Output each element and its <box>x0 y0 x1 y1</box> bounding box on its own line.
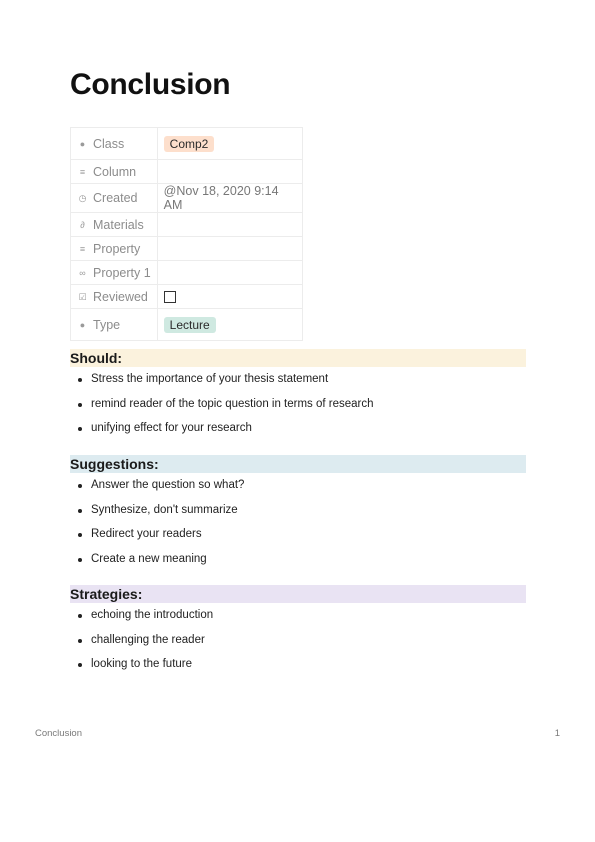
link-icon: ∞ <box>79 267 86 278</box>
property-row-class <box>71 128 303 160</box>
list-item: Stress the importance of your thesis statement <box>70 367 526 392</box>
paperclip-icon: ∂ <box>80 219 85 230</box>
section-strategies <box>70 585 526 677</box>
page-number: 1 <box>554 728 560 739</box>
text-lines-icon: ≡ <box>79 166 86 177</box>
list-item: remind reader of the topic question in terms of research <box>70 392 526 417</box>
footer-title: Conclusion <box>35 728 82 739</box>
text-lines-icon: ≡ <box>79 243 86 254</box>
checkbox-icon: ☑ <box>78 291 87 302</box>
clock-icon: ◷ <box>78 193 87 203</box>
created-date-value: @Nov 18, 2020 9:14 AM <box>157 184 302 213</box>
list-item: Create a new meaning <box>70 547 526 572</box>
property-key <box>71 184 158 213</box>
property-row-property <box>71 237 303 261</box>
properties-table <box>70 127 303 341</box>
list-item: Synthesize, don't summarize <box>70 498 526 523</box>
list-item: Answer the question so what? <box>70 473 526 498</box>
list-item: Redirect your readers <box>70 522 526 547</box>
page-title: Conclusion <box>70 68 231 101</box>
property-row-type <box>71 309 303 341</box>
list-item: looking to the future <box>70 652 526 677</box>
property-key <box>71 261 158 285</box>
property-value[interactable] <box>157 237 302 261</box>
property-value <box>157 285 302 309</box>
property-row-materials <box>71 213 303 237</box>
property-key-label: Property 1 <box>93 265 151 280</box>
property-value[interactable] <box>157 128 302 160</box>
type-tag[interactable]: Lecture <box>164 317 216 333</box>
section-suggestions <box>70 455 526 571</box>
bullet-list <box>70 367 526 441</box>
property-key <box>71 160 158 184</box>
property-key <box>71 285 158 309</box>
property-key-label: Materials <box>93 217 144 232</box>
property-key <box>71 309 158 341</box>
property-value[interactable] <box>157 309 302 341</box>
section-heading: Suggestions: <box>70 455 526 473</box>
property-key-label: Created <box>93 191 138 205</box>
property-value[interactable] <box>157 213 302 237</box>
bullet-list <box>70 603 526 677</box>
property-key-label: Type <box>93 317 121 332</box>
property-value[interactable] <box>157 261 302 285</box>
class-tag[interactable]: Comp2 <box>164 136 215 152</box>
status-icon: ● <box>79 319 86 330</box>
reviewed-checkbox[interactable] <box>164 291 176 303</box>
bullet-list <box>70 473 526 571</box>
section-heading: Should: <box>70 349 526 367</box>
property-value[interactable] <box>157 160 302 184</box>
list-item: unifying effect for your research <box>70 416 526 441</box>
property-key <box>71 213 158 237</box>
property-row-column <box>71 160 303 184</box>
status-icon: ● <box>79 138 86 149</box>
list-item: challenging the reader <box>70 628 526 653</box>
section-should <box>70 349 526 441</box>
property-key-label: Column <box>93 164 137 179</box>
property-row-reviewed <box>71 285 303 309</box>
property-key-label: Property <box>93 241 141 256</box>
property-row-created <box>71 184 303 213</box>
list-item: echoing the introduction <box>70 603 526 628</box>
property-key <box>71 128 158 160</box>
property-key-label: Class <box>93 136 125 151</box>
section-heading: Strategies: <box>70 585 526 603</box>
property-row-property-1 <box>71 261 303 285</box>
property-key-label: Reviewed <box>93 289 148 304</box>
property-key <box>71 237 158 261</box>
